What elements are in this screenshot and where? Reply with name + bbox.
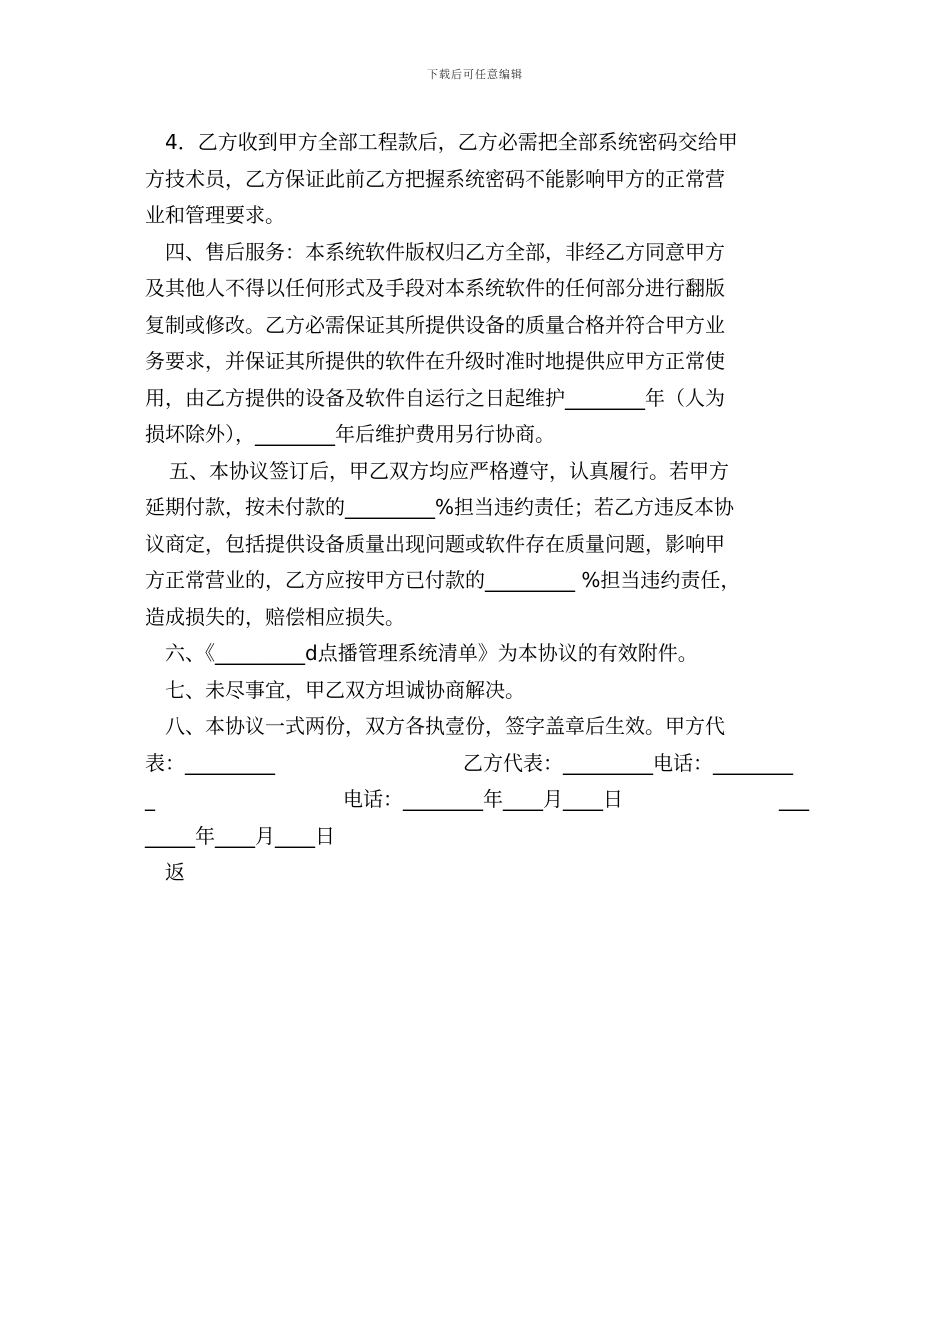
line-text: 复制或修改。乙方必需保证其所提供设备的质量合格并符合甲方业 [145,312,725,337]
paragraph-line [145,453,809,490]
underline-fragment: _ [145,787,155,811]
line-text: 造成损失的，赔偿相应损失。 [145,604,405,629]
trailing-text [145,854,809,891]
line-text: 八、本协议一式两份，双方各执壹份，签字盖章后生效。甲方代 [165,714,725,738]
page-header: 下载后可任意编辑 [427,68,523,81]
line-text: 业和管理要求。 [145,203,285,227]
paragraph-line [145,599,809,636]
line-text: 方技术员，乙方保证此前乙方把握系统密码不能影响甲方的正常营 [145,166,725,191]
phone-date-field: 电话：________年____月____日 [343,787,623,811]
paragraph-line [145,197,809,234]
line-text: 方正常营业的，乙方应按甲方已付款的_________ %担当违约责任， [145,568,741,592]
line-text: 损坏除外），________年后维护费用另行协商。 [145,422,555,446]
line-text: 及其他人不得以任何形式及手段对本系统软件的任何部分进行翻版 [145,276,725,300]
paragraph-line [145,380,809,417]
signature-row [145,781,809,818]
paragraph-line [145,124,809,161]
line-text: 用，由乙方提供的设备及软件自运行之日起维护________年（人为 [145,385,725,410]
signature-row [145,818,809,855]
paragraph-line [145,307,809,344]
line-text: 返 [165,860,185,884]
party-b-rep: 乙方代表：_________电话：________ [463,750,793,775]
line-text: 四、售后服务：本系统软件版权归乙方全部，非经乙方同意甲方 [165,239,725,264]
line-text: 五、本协议签订后，甲乙双方均应严格遵守，认真履行。若甲方 [169,458,729,483]
paragraph-line [145,270,809,307]
paragraph-line [145,416,809,453]
date-field: _____年____月____日 [145,823,335,848]
paragraph-line [145,635,809,672]
signature-row [145,745,809,782]
paragraph-line [145,672,809,709]
line-text: 议商定，包括提供设备质量出现问题或软件存在质量问题，影响甲 [145,531,725,556]
line-text: 4．乙方收到甲方全部工程款后，乙方必需把全部系统密码交给甲 [165,130,738,154]
paragraph-line [145,708,809,745]
paragraph-line [145,562,809,599]
line-text: 六、《_________d点播管理系统清单》为本协议的有效附件。 [165,641,698,665]
document-body [145,124,809,891]
party-a-rep: 表：_________ [145,750,275,775]
paragraph-line [145,526,809,563]
paragraph-line [145,234,809,271]
line-text: 七、未尽事宜，甲乙双方坦诚协商解决。 [165,677,525,702]
paragraph-line [145,489,809,526]
line-text: 务要求，并保证其所提供的软件在升级时准时地提供应甲方正常使 [145,349,725,373]
paragraph-line [145,161,809,198]
line-text: 延期付款，按未付款的_________%担当违约责任；若乙方违反本协 [145,495,735,519]
underline-fragment: ___ [779,787,809,811]
paragraph-line [145,343,809,380]
